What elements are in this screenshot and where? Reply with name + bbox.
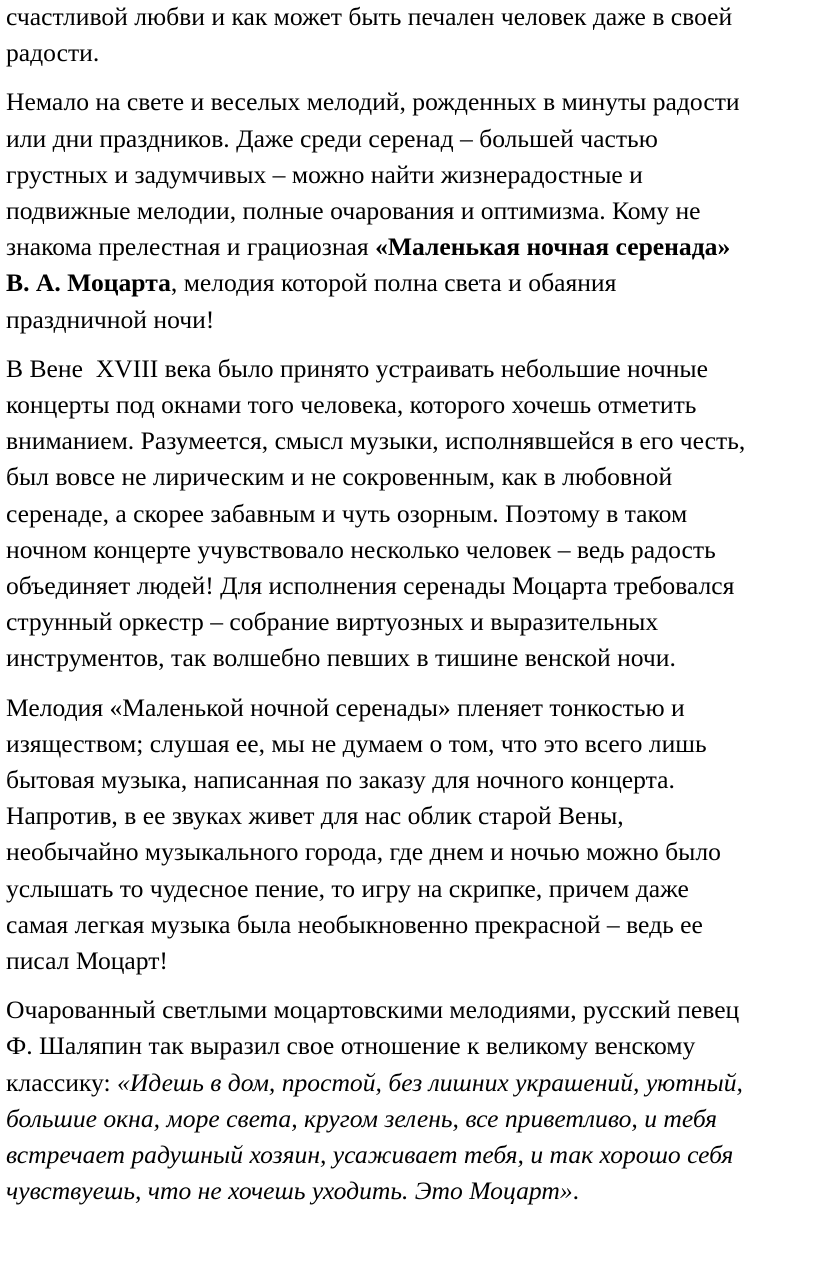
text-line: Немало на свете и веселых мелодий, рожденных в минуты радости [6,87,740,117]
text-line: Мелодия «Маленькой ночной серенады» пленяет тонкостью и [6,692,685,722]
quote-line-italic: большие окна, море света, кругом зелень, все приветливо, и тебя [6,1103,718,1133]
text-run: , мелодия которой полна света и обаяния [170,268,617,298]
text-line: В Вене XVIII века было принято устраивать небольшие ночные [6,353,708,383]
text-line: струнный оркестр – собрание виртуозных и выразительных [6,607,659,637]
paragraph-5 [6,992,810,1209]
text-line: писал Моцарт! [6,946,168,976]
text-line: Напротив, в ее звуках живет для нас облик старой Вены, [6,801,624,831]
text-line: счастливой любви и как может быть печален человек даже в своей [6,2,733,31]
text-line: вниманием. Разумеется, смысл музыки, исполнявшейся в его честь, [6,426,746,456]
quote-end-italic: чувствуешь, что не хочешь уходить. Это Моцарт» [6,1176,573,1206]
text-line: грустных и задумчивых – можно найти жизнерадостные и [6,159,643,189]
text-line: Ф. Шаляпин так выразил свое отношение к великому венскому [6,1031,696,1061]
text-run: классику: [6,1067,118,1097]
text-line: услышать то чудесное пение, то игру на скрипке, причем даже [6,873,689,903]
text-line: объединяет людей! Для исполнения серенады Моцарта требовался [6,571,735,601]
text-line [6,1065,810,1101]
text-line: подвижные мелодии, полные очарования и оптимизма. Кому не [6,196,701,226]
paragraph-4 [6,690,810,980]
text-line: самая легкая музыка была необыкновенно прекрасной – ведь ее [6,909,703,939]
text-line: концерты под окнами того человека, которого хочешь отметить [6,390,697,420]
text-line: радости. [6,38,100,68]
composer-name-bold: В. А. Моцарта [6,268,171,298]
text-line: или дни праздников. Даже среди серенад – большей частью [6,123,658,153]
paragraph-2 [6,84,810,337]
paragraph-1 [6,0,810,71]
text-line: серенаде, а скорее забавным и чуть озорным. Поэтому в таком [6,498,688,528]
text-line: Очарованный светлыми моцартовскими мелодиями, русский певец [6,995,740,1025]
quote-line-italic: встречает радушный хозяин, усаживает тебя, и так хорошо себя [6,1140,734,1170]
text-line: ночном концерте учувствовало несколько человек – ведь радость [6,534,716,564]
text-line [6,265,810,301]
text-line: изяществом; слушая ее, мы не думаем о том, что это всего лишь [6,728,707,758]
text-line: праздничной ночи! [6,304,215,334]
text-line: бытовая музыка, написанная по заказу для ночного концерта. [6,765,675,795]
text-run: . [572,1176,580,1206]
text-run: знакома прелестная и грациозная [6,232,376,262]
chaliapin-quote-italic: «Идешь в дом, простой, без лишних украшений, уютный, [117,1067,743,1097]
text-line [6,229,810,265]
serenade-title-bold: «Маленькая ночная серенада» [375,232,731,262]
paragraph-3 [6,351,810,677]
text-line [6,1173,810,1209]
text-line: необычайно музыкального города, где днем и ночью можно было [6,837,721,867]
text-line: инструментов, так волшебно певших в тишине венской ночи. [6,643,676,673]
text-line: был вовсе не лирическим и не сокровенным, как в любовной [6,462,673,492]
